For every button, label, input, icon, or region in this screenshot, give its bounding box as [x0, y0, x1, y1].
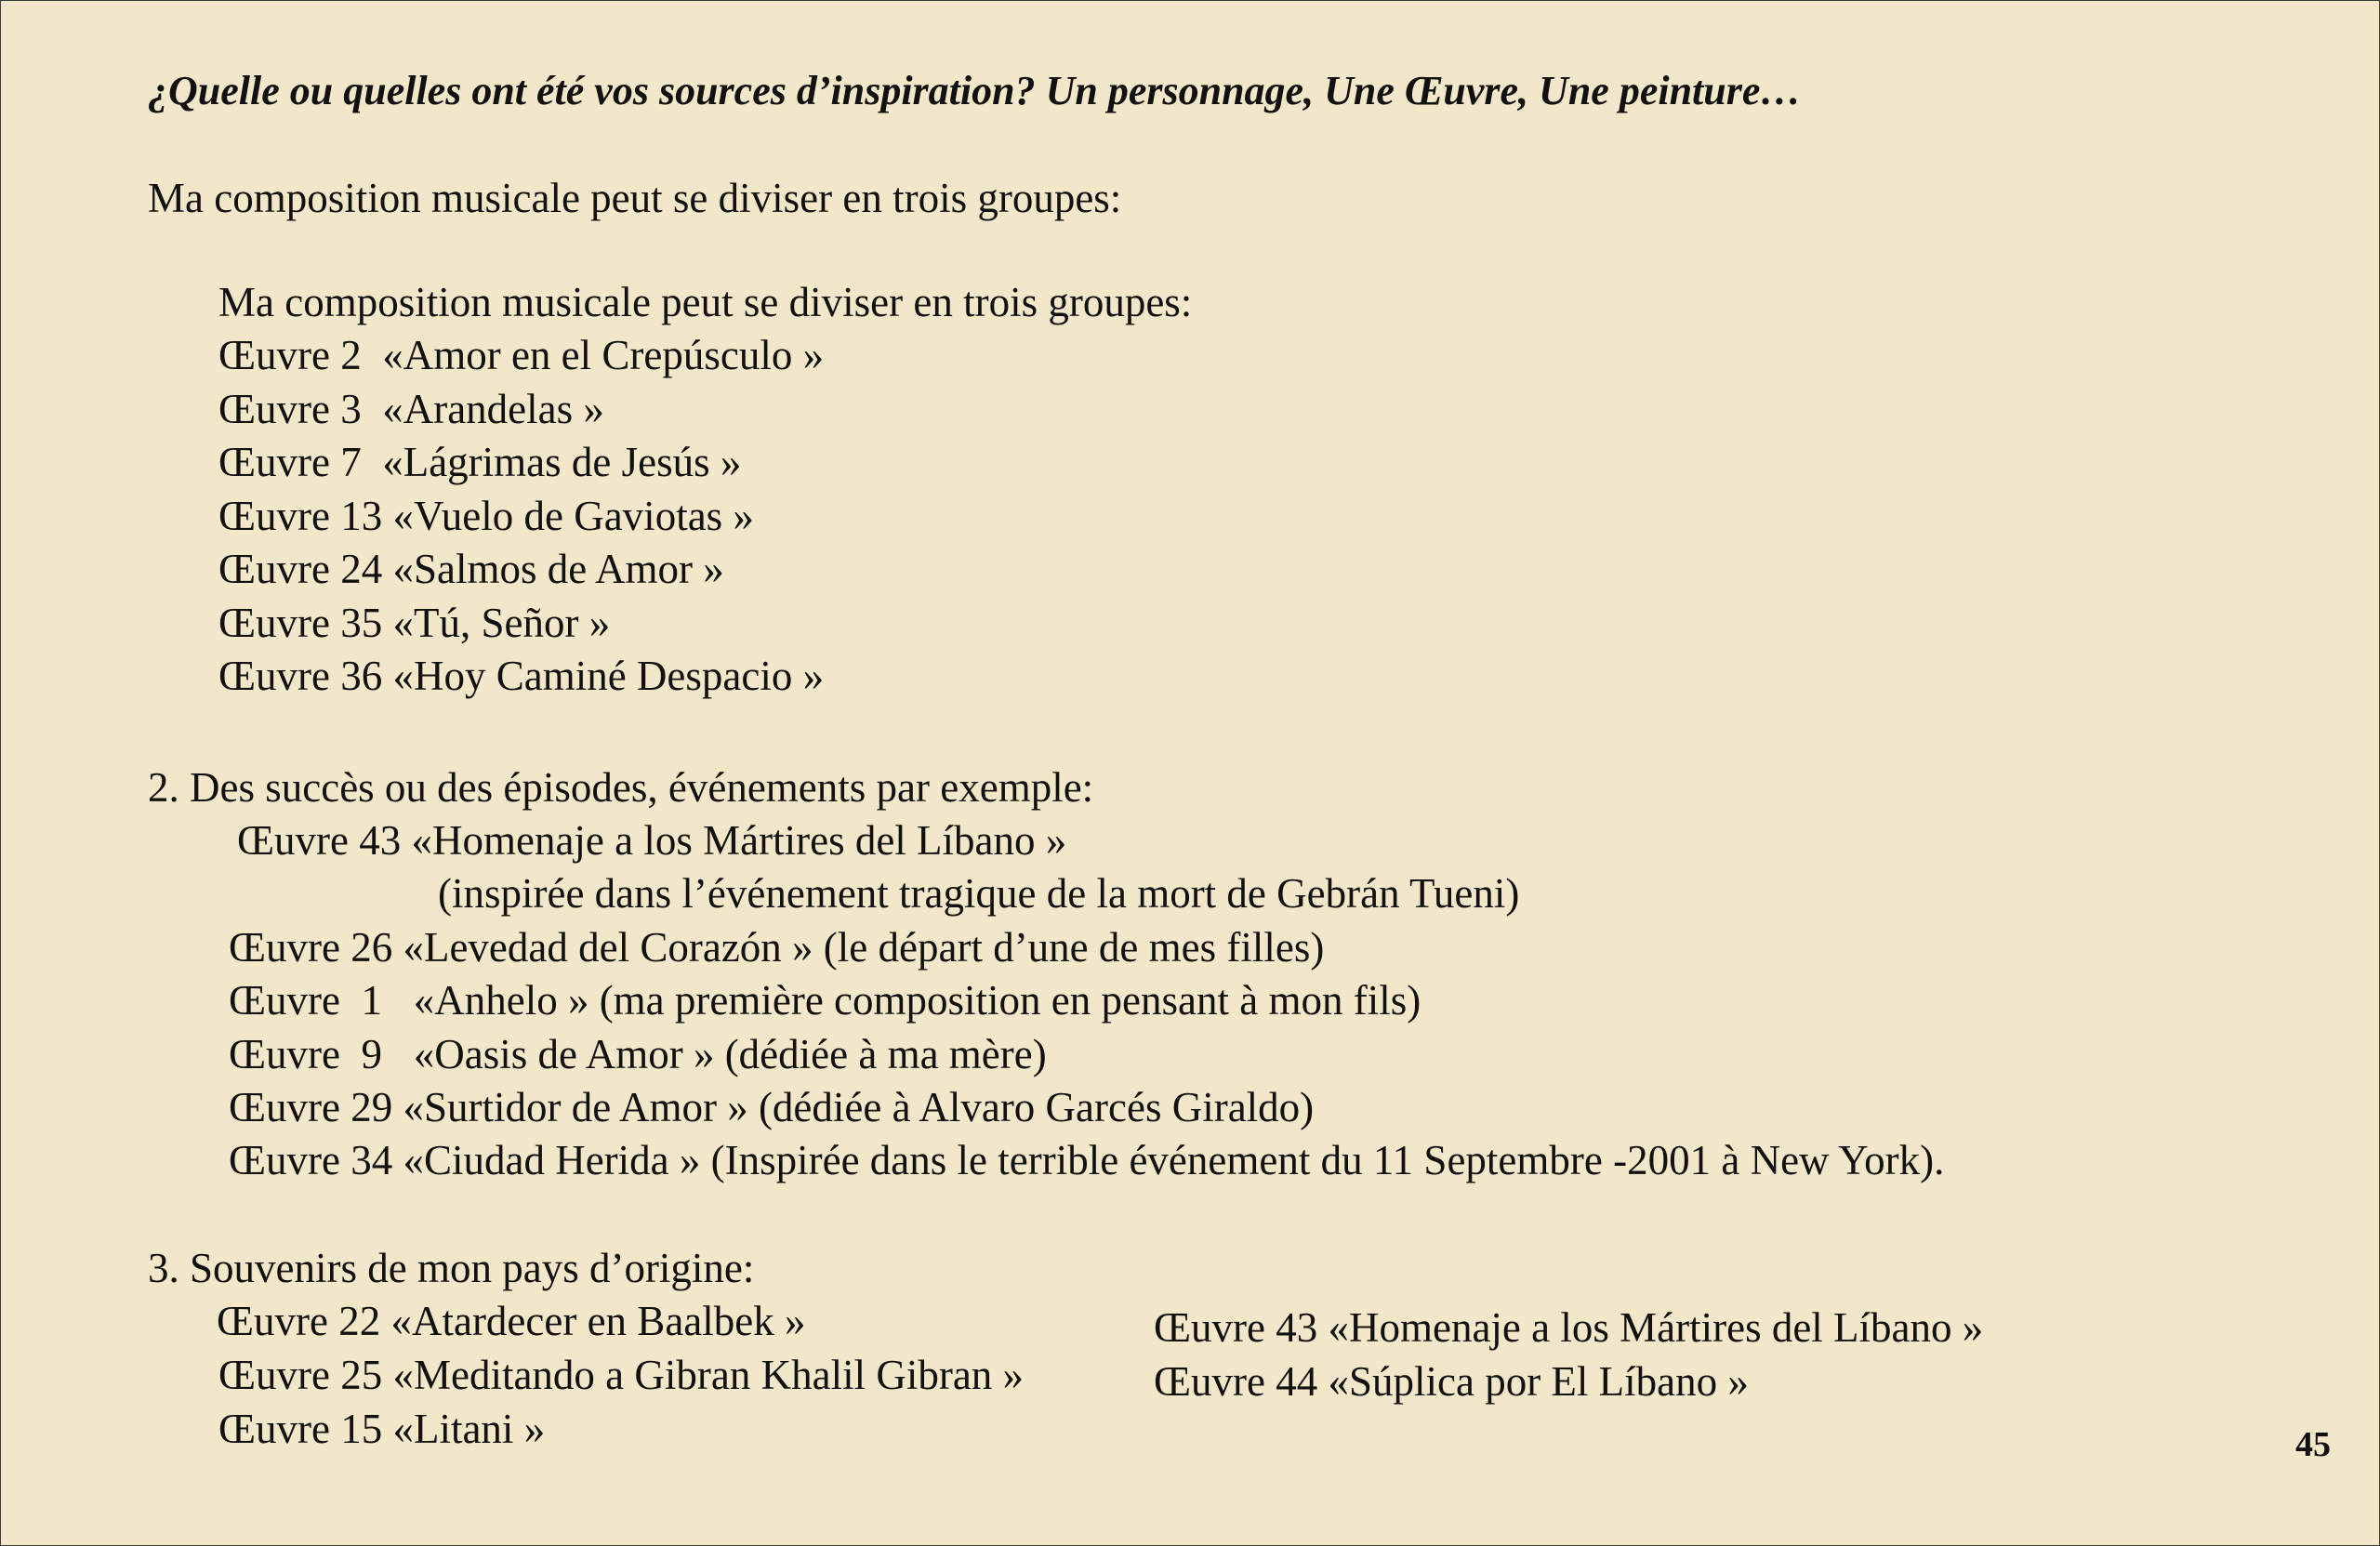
intro-text: Ma composition musicale peut se diviser en trois groupes: — [148, 175, 1122, 221]
list-item: Œuvre 24 «Salmos de Amor » — [218, 546, 724, 592]
list-item: Œuvre 3 «Arandelas » — [218, 386, 604, 432]
list-item: Œuvre 13 «Vuelo de Gaviotas » — [218, 493, 754, 539]
list-item: Œuvre 7 «Lágrimas de Jesús » — [218, 439, 742, 485]
page-number: 45 — [2295, 1425, 2331, 1464]
list-item: Œuvre 9 «Oasis de Amor » (dédiée à ma mère) — [229, 1031, 1047, 1077]
list-item: Œuvre 15 «Litani » — [218, 1406, 546, 1452]
list-item: Œuvre 43 «Homenaje a los Mártires del Líbano » — [237, 817, 1067, 864]
list-item-note: (inspirée dans l’événement tragique de la mort de Gebrán Tueni) — [438, 870, 1520, 917]
list-item: Œuvre 34 «Ciudad Herida » (Inspirée dans le terrible événement du 11 Septembre -2001 à New York). — [229, 1137, 1945, 1183]
list-item: Œuvre 35 «Tú, Señor » — [218, 600, 611, 646]
group2-title: 2. Des succès ou des épisodes, événements par exemple: — [148, 764, 1094, 811]
list-item: Œuvre 22 «Atardecer en Baalbek » — [217, 1298, 806, 1344]
list-item: Œuvre 43 «Homenaje a los Mártires del Líbano » — [1154, 1304, 1984, 1351]
group1-title: Ma composition musicale peut se diviser en trois groupes: — [218, 279, 1193, 325]
list-item: Œuvre 36 «Hoy Caminé Despacio » — [218, 653, 825, 699]
list-item: Œuvre 29 «Surtidor de Amor » (dédiée à Alvaro Garcés Giraldo) — [229, 1084, 1315, 1130]
list-item: Œuvre 26 «Levedad del Corazón » (le départ d’une de mes filles) — [229, 924, 1325, 971]
list-item: Œuvre 1 «Anhelo » (ma première composition en pensant à mon fils) — [229, 977, 1421, 1024]
list-item: Œuvre 44 «Súplica por El Líbano » — [1154, 1358, 1749, 1405]
list-item: Œuvre 2 «Amor en el Crepúsculo » — [218, 332, 825, 378]
list-item: Œuvre 25 «Meditando a Gibran Khalil Gibran » — [218, 1352, 1025, 1398]
page-heading: ¿Quelle ou quelles ont été vos sources d’inspiration? Un personnage, Une Œuvre, Une peinture… — [148, 68, 1802, 113]
group3-title: 3. Souvenirs de mon pays d’origine: — [148, 1245, 755, 1291]
